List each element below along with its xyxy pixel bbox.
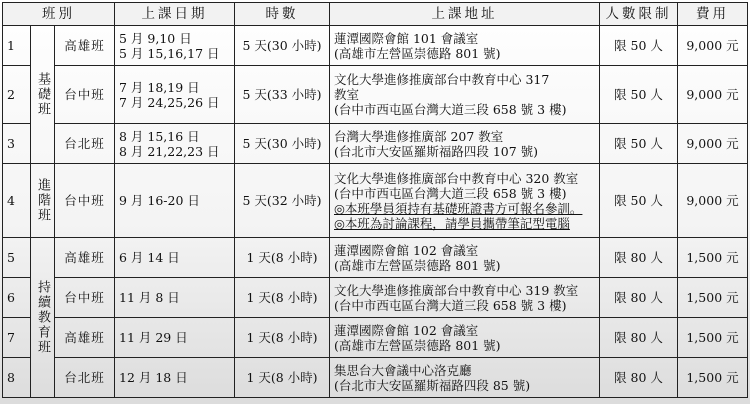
header-row	[3, 3, 748, 26]
address-line: (台中市西屯區台灣大道三段 658 號 3 樓)	[334, 185, 567, 201]
class-capacity: 限 50 人	[600, 66, 678, 124]
table-row	[3, 66, 748, 124]
class-dates	[115, 358, 235, 398]
class-name: 台北班	[55, 124, 115, 164]
class-address	[330, 124, 600, 164]
address-line: (台北市大安區羅斯福路四段 85 號)	[334, 377, 531, 393]
row-number: 5	[3, 238, 31, 278]
class-hours: 5 天(30 小時)	[235, 124, 330, 164]
address-line: 集思台大會議中心洛克廳	[334, 362, 472, 378]
date-line: 9 月 16-20 日	[119, 193, 200, 208]
class-hours: 5 天(30 小時)	[235, 26, 330, 66]
class-fee: 9,000 元	[678, 164, 748, 238]
address-line: (高雄市左營區崇德路 801 號)	[334, 45, 501, 61]
row-number: 2	[3, 66, 31, 124]
date-line: 5 月 15,16,17 日	[119, 45, 220, 61]
date-line: 8 月 15,16 日	[119, 128, 200, 144]
address-line: 台灣大學進修推廣部 207 教室	[334, 128, 504, 144]
class-address	[330, 358, 600, 398]
date-line: 5 月 9,10 日	[119, 30, 192, 46]
class-dates	[115, 318, 235, 358]
date-line: 11 月 8 日	[119, 290, 180, 305]
address-line: 蓮潭國際會館 101 會議室	[334, 30, 479, 46]
class-fee: 9,000 元	[678, 66, 748, 124]
date-line: 7 月 18,19 日	[119, 79, 200, 95]
class-capacity: 限 80 人	[600, 318, 678, 358]
class-capacity: 限 80 人	[600, 278, 678, 318]
row-number: 3	[3, 124, 31, 164]
table-row	[3, 124, 748, 164]
table-row	[3, 318, 748, 358]
class-capacity: 限 50 人	[600, 164, 678, 238]
row-number: 8	[3, 358, 31, 398]
table-row	[3, 238, 748, 278]
class-address	[330, 66, 600, 124]
table-row	[3, 26, 748, 66]
row-number: 7	[3, 318, 31, 358]
table-row	[3, 164, 748, 238]
row-number: 4	[3, 164, 31, 238]
class-hours: 5 天(33 小時)	[235, 66, 330, 124]
address-line: (高雄市左營區崇德路 801 號)	[334, 257, 501, 273]
date-line: 7 月 24,25,26 日	[119, 94, 220, 110]
address-line: 教室	[334, 87, 360, 102]
class-dates	[115, 238, 235, 278]
class-address	[330, 164, 600, 238]
class-fee: 9,000 元	[678, 124, 748, 164]
class-dates	[115, 124, 235, 164]
class-name: 高雄班	[55, 26, 115, 66]
date-line: 12 月 18 日	[119, 370, 188, 385]
class-capacity: 限 80 人	[600, 238, 678, 278]
row-number: 1	[3, 26, 31, 66]
address-line: 蓮潭國際會館 102 會議室	[334, 242, 479, 258]
address-line: (台中市西屯區台灣大道三段 658 號 3 樓)	[334, 297, 567, 313]
header-fee: 費用	[678, 3, 748, 26]
date-line: 8 月 21,22,23 日	[119, 143, 220, 159]
address-note: ◎本班學員須持有基礎班證書方可報名參訓。	[334, 200, 583, 216]
class-dates	[115, 164, 235, 238]
class-name: 高雄班	[55, 238, 115, 278]
class-name: 台中班	[55, 66, 115, 124]
class-name: 台中班	[55, 278, 115, 318]
class-hours: 1 天(8 小時)	[235, 238, 330, 278]
class-hours: 1 天(8 小時)	[235, 318, 330, 358]
header-dates: 上課日期	[115, 3, 235, 26]
class-dates	[115, 26, 235, 66]
class-fee: 1,500 元	[678, 278, 748, 318]
class-capacity: 限 80 人	[600, 358, 678, 398]
address-line: 文化大學進修推廣部台中教育中心 319 教室	[334, 282, 579, 298]
header-address: 上課地址	[330, 3, 600, 26]
class-fee: 9,000 元	[678, 26, 748, 66]
class-capacity: 限 50 人	[600, 26, 678, 66]
class-address	[330, 278, 600, 318]
course-schedule-table	[2, 2, 748, 398]
class-fee: 1,500 元	[678, 358, 748, 398]
class-dates	[115, 66, 235, 124]
address-note: ◎本班為討論課程，請學員攜帶筆記型電腦	[334, 215, 570, 231]
class-name: 高雄班	[55, 318, 115, 358]
class-capacity: 限 50 人	[600, 124, 678, 164]
header-capacity: 人數限制	[600, 3, 678, 26]
address-line: (台中市西屯區台灣大道三段 658 號 3 樓)	[334, 102, 567, 117]
class-address	[330, 318, 600, 358]
class-name: 台中班	[55, 164, 115, 238]
row-number: 6	[3, 278, 31, 318]
table-row	[3, 358, 748, 398]
group-basic: 基礎班	[31, 26, 55, 164]
class-fee: 1,500 元	[678, 318, 748, 358]
group-advanced: 進階班	[31, 164, 55, 238]
class-dates	[115, 278, 235, 318]
class-hours: 1 天(8 小時)	[235, 358, 330, 398]
address-line: 文化大學進修推廣部台中教育中心 317	[334, 72, 550, 87]
class-name: 台北班	[55, 358, 115, 398]
header-hours: 時數	[235, 3, 330, 26]
class-address	[330, 238, 600, 278]
address-line: 蓮潭國際會館 102 會議室	[334, 322, 479, 338]
header-class: 班別	[3, 3, 115, 26]
class-hours: 5 天(32 小時)	[235, 164, 330, 238]
table-row	[3, 278, 748, 318]
class-fee: 1,500 元	[678, 238, 748, 278]
class-address	[330, 26, 600, 66]
address-line: 文化大學進修推廣部台中教育中心 320 教室	[334, 170, 579, 186]
address-line: (台北市大安區羅斯福路四段 107 號)	[334, 143, 539, 159]
address-line: (高雄市左營區崇德路 801 號)	[334, 337, 501, 353]
class-hours: 1 天(8 小時)	[235, 278, 330, 318]
date-line: 11 月 29 日	[119, 330, 188, 345]
group-continuing: 持續教育班	[31, 238, 55, 398]
date-line: 6 月 14 日	[119, 250, 180, 265]
